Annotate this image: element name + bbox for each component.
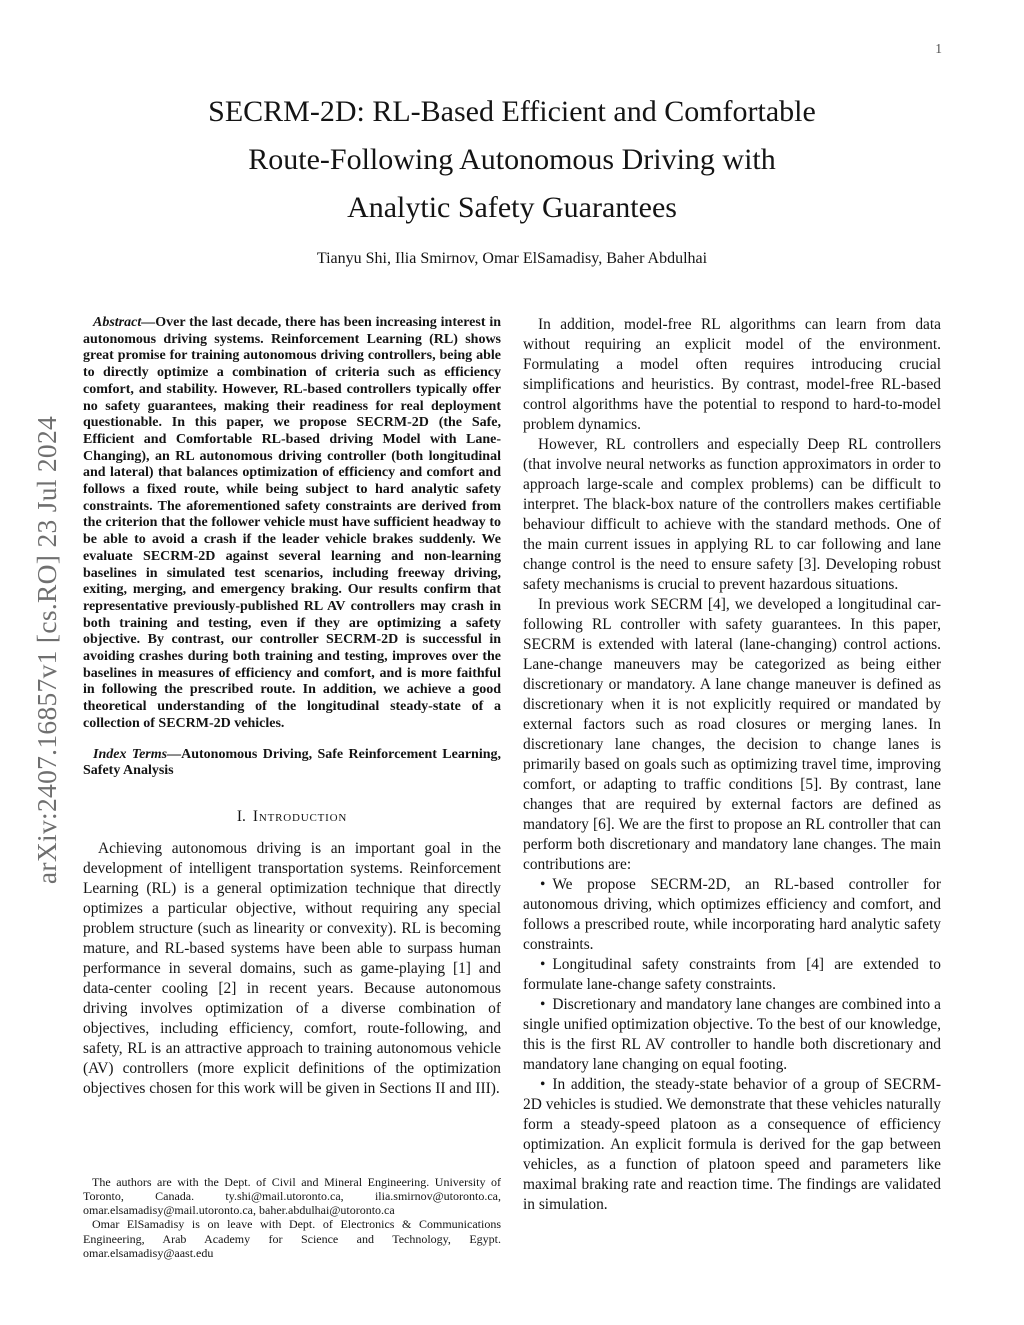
- bullet-text: Discretionary and mandatory lane changes are combined into a single unified optimization objective. To the best of our knowledge, this is the first RL AV controller to handle both discretionary and mandatory lane changing on equal footing.: [523, 996, 941, 1073]
- footnote: Omar ElSamadisy is on leave with Dept. of Electronics & Communications Engineering, Arab Academy for Science and Technology, Egypt. omar.elsamadisy@aast.edu: [83, 1217, 501, 1260]
- index-terms-paragraph: [83, 747, 501, 780]
- body-paragraph: Achieving autonomous driving is an important goal in the development of intelligent transportation systems. Reinforcement Learning (RL) is a general optimization technique that directly optimizes a particular objective, without requiring any special problem structure (such as linearity or convexity). RL is becoming mature, and RL-based systems have been able to surpass human performance in several domains, such as game-playing [1] and data-center cooling [2] in recent years. Because autonomous driving involves optimization of a diverse combination of objectives, including efficiency, comfort, route-following, and safety, RL is an attractive approach to training autonomous vehicle (AV) controllers (more explicit definitions of the optimization objectives chosen for this work will be given in Sections II and III).: [83, 839, 501, 1097]
- right-column-paragraphs: [523, 315, 941, 875]
- abstract-label: Abstract—: [93, 315, 156, 330]
- bullet-item: [523, 995, 941, 1075]
- footnote: The authors are with the Dept. of Civil and Mineral Engineering. University of Toronto, Canada. ty.shi@mail.utoronto.ca, ilia.smirnov@utoronto.ca, omar.elsamadisy@mail.utoronto.ca, baher.abdulhai@utoronto.ca: [83, 1174, 501, 1218]
- bullet-item: [523, 955, 941, 995]
- bullet-icon: •: [540, 1076, 546, 1093]
- paper-title-line: Route-Following Autonomous Driving with: [248, 143, 776, 176]
- left-column-paragraphs: [83, 839, 501, 1099]
- abstract-text: Over the last decade, there has been increasing interest in autonomous driving systems. Reinforcement Learning (RL) shows great promise for training autonomous driving controllers, being able to directly optimize a combination of criteria such as efficiency comfort, and stability. However, RL-based controllers typically offer no safety guarantees, making their readiness for real deployment questionable. In this paper, we propose SECRM-2D (the Safe, Efficient and Comfortable RL-based driving Model with Lane-Changing), an RL autonomous driving controller (both longitudinal and lateral) that balances optimization of efficiency and comfort and follows a fixed route, while being subject to hard analytic safety constraints. The aforementioned safety constraints are derived from the criterion that the follower vehicle must have sufficient headway to be able to avoid a crash if the leader vehicle brakes suddenly. We evaluate SECRM-2D against several learning and non-learning baselines in simulated test scenarios, including freeway driving, exiting, merging, and emergency braking. Our results confirm that representative previously-published RL AV controllers may crash in both training and testing, even if they are optimizing a safety objective. By contrast, our controller SECRM-2D is successful in avoiding crashes during both training and testing, improves over the baselines in measures of efficiency and comfort, and is more faithful in following the prescribed route. In addition, we achieve a good theoretical understanding of the longitudinal steady-state of a collection of SECRM-2D vehicles.: [83, 315, 501, 731]
- bullet-icon: •: [540, 876, 546, 893]
- paper-title-line: Analytic Safety Guarantees: [347, 191, 677, 224]
- bullet-item: [523, 1075, 941, 1215]
- section-title: Introduction: [252, 807, 348, 825]
- abstract-paragraph: [83, 315, 501, 733]
- index-terms-label: Index Terms—: [93, 746, 182, 762]
- body-paragraph: However, RL controllers and especially Deep RL controllers (that involve neural networks as function approximators in order to approach large-scale and complex problems) can be difficult to interpret. The black-box nature of the controllers makes certifiable behaviour difficult to achieve with the standard methods. One of the main current issues in applying RL to car following and lane change control is the need to ensure safety [3]. Developing robust safety mechanisms is crucial to prevent hazardous situations.: [523, 436, 941, 593]
- left-column: [83, 315, 501, 1260]
- page-number: 1: [935, 41, 942, 56]
- section-heading-introduction: [83, 807, 501, 827]
- bullet-icon: •: [540, 996, 546, 1013]
- paper-title: [0, 88, 1024, 232]
- paper-title-line: SECRM-2D: RL-Based Efficient and Comfortable: [208, 95, 816, 128]
- bullet-text: Longitudinal safety constraints from [4] are extended to formulate lane-change safety constraints.: [523, 956, 941, 993]
- author-footnotes: [83, 1175, 501, 1260]
- two-column-body: [0, 315, 1024, 1260]
- index-terms-text: Autonomous Driving, Safe Reinforcement Learning, Safety Analysis: [83, 746, 501, 779]
- body-paragraph: In addition, model-free RL algorithms can learn from data without requiring an explicit model of the environment. Formulating a model often requires introducing crucial simplifications and heuristics. By contrast, model-free RL-based control algorithms have the potential to respond to hard-to-model problem dynamics.: [523, 316, 941, 433]
- bullet-text: In addition, the steady-state behavior of a group of SECRM-2D vehicles is studied. We demonstrate that these vehicles naturally form a steady-speed platoon as a consequence of efficiency optimization. An explicit formula is derived for the gap between vehicles, as a function of platoon speed and parameters like maximal braking rate and reaction time. The findings are validated in simulation.: [523, 1076, 941, 1213]
- bullet-item: [523, 875, 941, 955]
- body-paragraph: In previous work SECRM [4], we developed a longitudinal car-following RL controller with safety guarantees. In this paper, SECRM is extended with lateral (lane-changing) control actions. Lane-change maneuvers may be categorized as being either discretionary or mandatory. A lane change maneuver is defined as discretionary when it is not explicitly required or mandated by external factors such as road closures or merging lanes. In discretionary lane changes, the decision to change lanes is primarily based on goals such as optimizing travel time, improving comfort, or adapting to traffic conditions [5]. By contrast, lane changes that are required by external factors are defined as mandatory [6]. We are the first to propose an RL controller that can perform both discretionary and mandatory lane changes. The main contributions are:: [523, 596, 941, 873]
- paper-header: [0, 0, 1024, 270]
- authors-line: Tianyu Shi, Ilia Smirnov, Omar ElSamadisy, Baher Abdulhai: [316, 250, 708, 267]
- contributions-list: [523, 875, 941, 1215]
- bullet-text: We propose SECRM-2D, an RL-based controller for autonomous driving, which optimizes efficiency and comfort, and follows a prescribed route, while incorporating hard analytic safety constraints.: [523, 876, 941, 953]
- arxiv-watermark: arXiv:2407.16857v1 [cs.RO] 23 Jul 2024: [31, 415, 62, 885]
- bullet-icon: •: [540, 956, 546, 973]
- right-column: [523, 315, 941, 1260]
- section-number: I.: [236, 807, 246, 825]
